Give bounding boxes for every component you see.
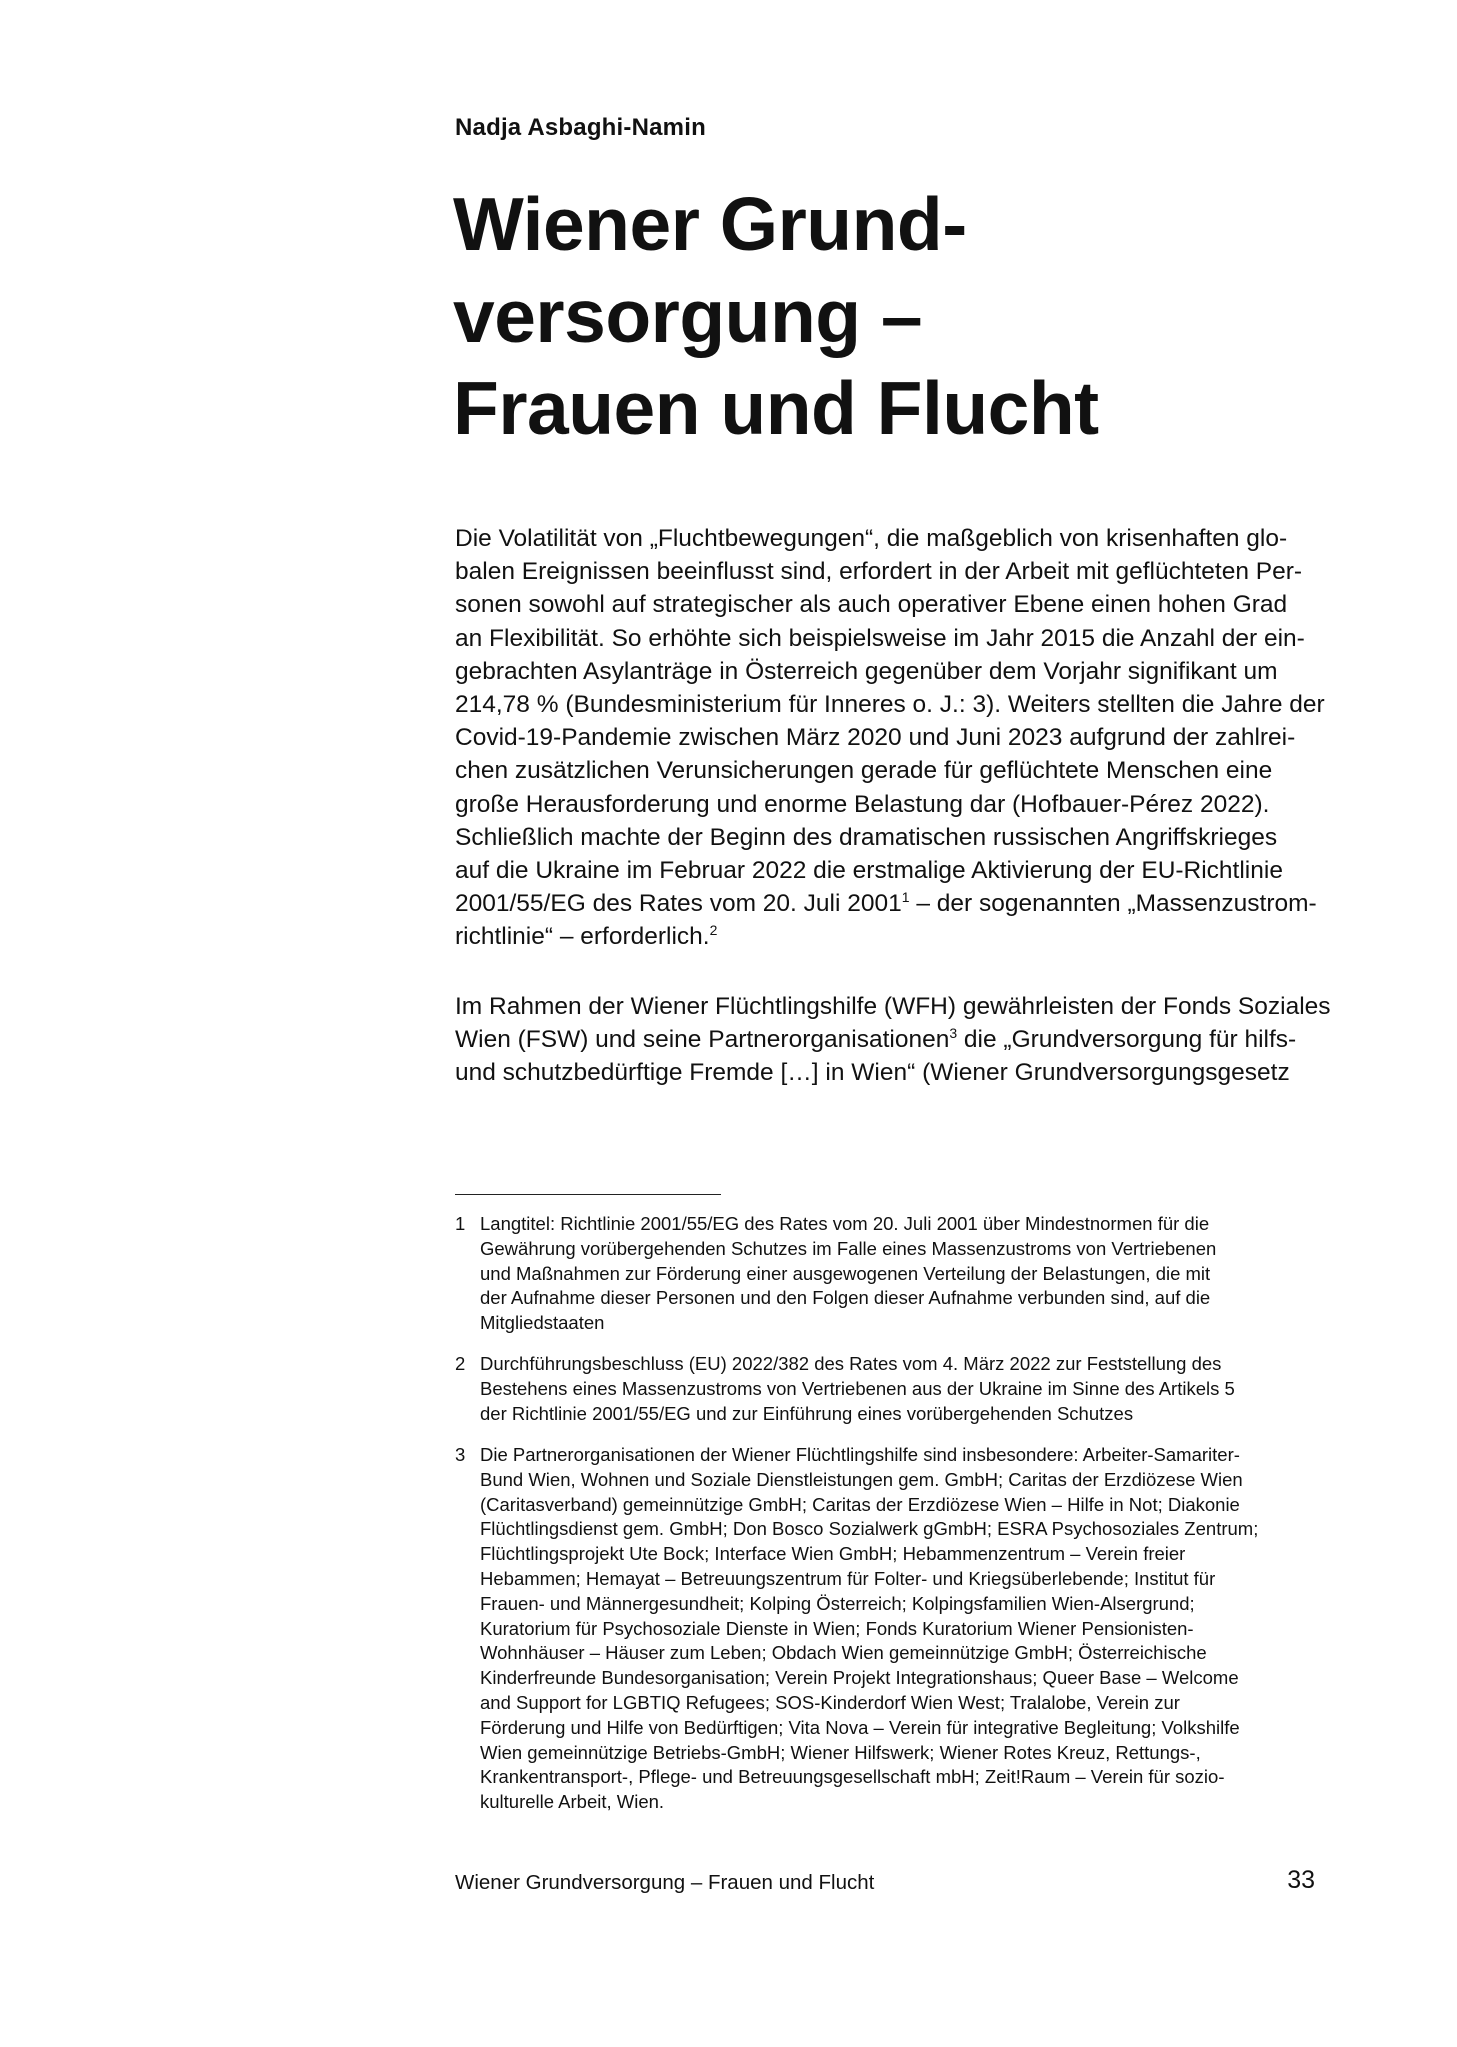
- footnote-ref-1[interactable]: 1: [901, 889, 910, 906]
- footnote-line: kulturelle Arbeit, Wien.: [480, 1791, 665, 1813]
- title-line: Frauen und Flucht: [453, 366, 1099, 450]
- text-line: Covid-19-Pandemie zwischen März 2020 und Juni 2023 aufgrund der zahlrei-: [455, 724, 1296, 752]
- footnote-line: and Support for LGBTIQ Refugees; SOS-Kinderdorf Wien West; Tralalobe, Verein zur: [480, 1691, 1180, 1713]
- footnote-number: 1: [455, 1213, 466, 1234]
- text-line: auf die Ukraine im Februar 2022 die erstmalige Aktivierung der EU-Richtlinie: [455, 857, 1283, 885]
- text-line: 214,78 % (Bundesministerium für Inneres o. J.: 3). Weiters stellten die Jahre der: [455, 691, 1325, 719]
- text-fragment: Wien (FSW) und seine Partnerorganisationen: [455, 1026, 950, 1054]
- footnote-divider: [455, 1194, 721, 1195]
- text-line: [455, 920, 1325, 953]
- footnote-text: [480, 1212, 1216, 1336]
- text-fragment: 2001/55/EG des Rates vom 20. Juli 2001: [455, 890, 902, 918]
- footnote-line: Die Partnerorganisationen der Wiener Flüchtlingshilfe sind insbesondere: Arbeiter-Samariter-: [480, 1444, 1240, 1465]
- footnote-line: Kuratorium für Psychosoziale Dienste in Wien; Fonds Kuratorium Wiener Pensionisten-: [480, 1617, 1194, 1639]
- footnote-line: Flüchtlingsdienst gem. GmbH; Don Bosco Sozialwerk gGmbH; ESRA Psychosoziales Zentrum;: [480, 1518, 1259, 1540]
- text-fragment: die „Grundversorgung für hilfs-: [957, 1026, 1297, 1054]
- footnote-line: Wien gemeinnützige Betriebs-GmbH; Wiener Hilfswerk; Wiener Rotes Kreuz, Rettungs-,: [480, 1741, 1201, 1763]
- text-line: Die Volatilität von „Fluchtbewegungen“, die maßgeblich von krisenhaften glo-: [455, 525, 1288, 552]
- footnote-line: Durchführungsbeschluss (EU) 2022/382 des Rates vom 4. März 2022 zur Feststellung des: [480, 1353, 1222, 1374]
- footnote-line: Bund Wien, Wohnen und Soziale Dienstleistungen gem. GmbH; Caritas der Erzdiözese Wien: [480, 1468, 1243, 1490]
- author-name: Nadja Asbaghi-Namin: [455, 114, 706, 141]
- page-number: 33: [1287, 1866, 1315, 1894]
- text-line: gebrachten Asylanträge in Österreich gegenüber dem Vorjahr signifikant um: [455, 657, 1278, 685]
- text-fragment: richtlinie“ – erforderlich.: [455, 923, 710, 951]
- footnote-line: Frauen- und Männergesundheit; Kolping Österreich; Kolpingsfamilien Wien-Alsergrund;: [480, 1592, 1195, 1614]
- text-line: balen Ereignissen beeinflusst sind, erfordert in der Arbeit mit geflüchteten Per-: [455, 558, 1303, 586]
- footnote-line: und Maßnahmen zur Förderung einer ausgewogenen Verteilung der Belastungen, die mit: [480, 1262, 1211, 1284]
- text-line: chen zusätzlichen Verunsicherungen gerade für geflüchtete Menschen eine: [455, 757, 1273, 785]
- footnote-line: der Aufnahme dieser Personen und den Folgen dieser Aufnahme verbunden sind, auf die: [480, 1287, 1211, 1309]
- footnote-line: Kinderfreunde Bundesorganisation; Verein Projekt Integrationshaus; Queer Base – Welcome: [480, 1667, 1239, 1689]
- title-line: versorgung –: [453, 274, 923, 358]
- text-fragment: – der sogenannten „Massenzustrom-: [909, 890, 1317, 918]
- footnote-text: [480, 1443, 1258, 1815]
- text-line: [455, 887, 1325, 920]
- footnote-number: 3: [455, 1444, 466, 1465]
- footnote-line: Bestehens eines Massenzustroms von Vertriebenen aus der Ukraine im Sinne des Artikels 5: [480, 1377, 1235, 1399]
- footnote-line: Förderung und Hilfe von Bedürftigen; Vita Nova – Verein für integrative Begleitung; Volkshilfe: [480, 1716, 1240, 1738]
- footnote-line: Wohnhäuser – Häuser zum Leben; Obdach Wien gemeinnützige GmbH; Österreichische: [480, 1642, 1207, 1664]
- running-footer-title: Wiener Grundversorgung – Frauen und Flucht: [455, 1871, 875, 1894]
- footnote-line: Gewährung vorübergehenden Schutzes im Falle eines Massenzustroms von Vertriebenen: [480, 1237, 1217, 1259]
- page-title: [453, 178, 1353, 454]
- body-paragraph-1: [455, 522, 1325, 954]
- text-line: Schließlich machte der Beginn des dramatischen russischen Angriffskrieges: [455, 823, 1278, 851]
- footnote-line: Mitgliedstaaten: [480, 1312, 605, 1334]
- footnote-line: der Richtlinie 2001/55/EG und zur Einführung eines vorübergehenden Schutzes: [480, 1402, 1134, 1424]
- text-line: an Flexibilität. So erhöhte sich beispielsweise im Jahr 2015 die Anzahl der ein-: [455, 624, 1305, 652]
- title-line: Wiener Grund-: [453, 182, 967, 266]
- body-paragraph-2: [455, 990, 1331, 1090]
- footnote-line: Flüchtlingsprojekt Ute Bock; Interface Wien GmbH; Hebammenzentrum – Verein freier: [480, 1543, 1186, 1565]
- text-line: und schutzbedürftige Fremde […] in Wien“ (Wiener Grundversorgungsgesetz: [455, 1059, 1290, 1087]
- text-line: [455, 1023, 1325, 1056]
- text-line: sonen sowohl auf strategischer als auch operativer Ebene einen hohen Grad: [455, 591, 1288, 619]
- footnote-line: (Caritasverband) gemeinnützige GmbH; Caritas der Erzdiözese Wien – Hilfe in Not; Diakonie: [480, 1493, 1240, 1515]
- footnote-text: [480, 1352, 1235, 1426]
- footnote-ref-2[interactable]: 2: [709, 922, 718, 939]
- footnote-ref-3[interactable]: 3: [949, 1025, 958, 1042]
- text-line: große Herausforderung und enorme Belastung dar (Hofbauer-Pérez 2022).: [455, 790, 1270, 818]
- text-line: Im Rahmen der Wiener Flüchtlingshilfe (WFH) gewährleisten der Fonds Soziales: [455, 993, 1331, 1020]
- footnote-line: Langtitel: Richtlinie 2001/55/EG des Rates vom 20. Juli 2001 über Mindestnormen für die: [480, 1213, 1210, 1234]
- footnote-line: Krankentransport-, Pflege- und Betreuungsgesellschaft mbH; Zeit!Raum – Verein für sozio-: [480, 1766, 1225, 1788]
- footnote-line: Hebammen; Hemayat – Betreuungszentrum für Folter- und Kriegsüberlebende; Institut für: [480, 1567, 1216, 1589]
- footnote-number: 2: [455, 1353, 466, 1374]
